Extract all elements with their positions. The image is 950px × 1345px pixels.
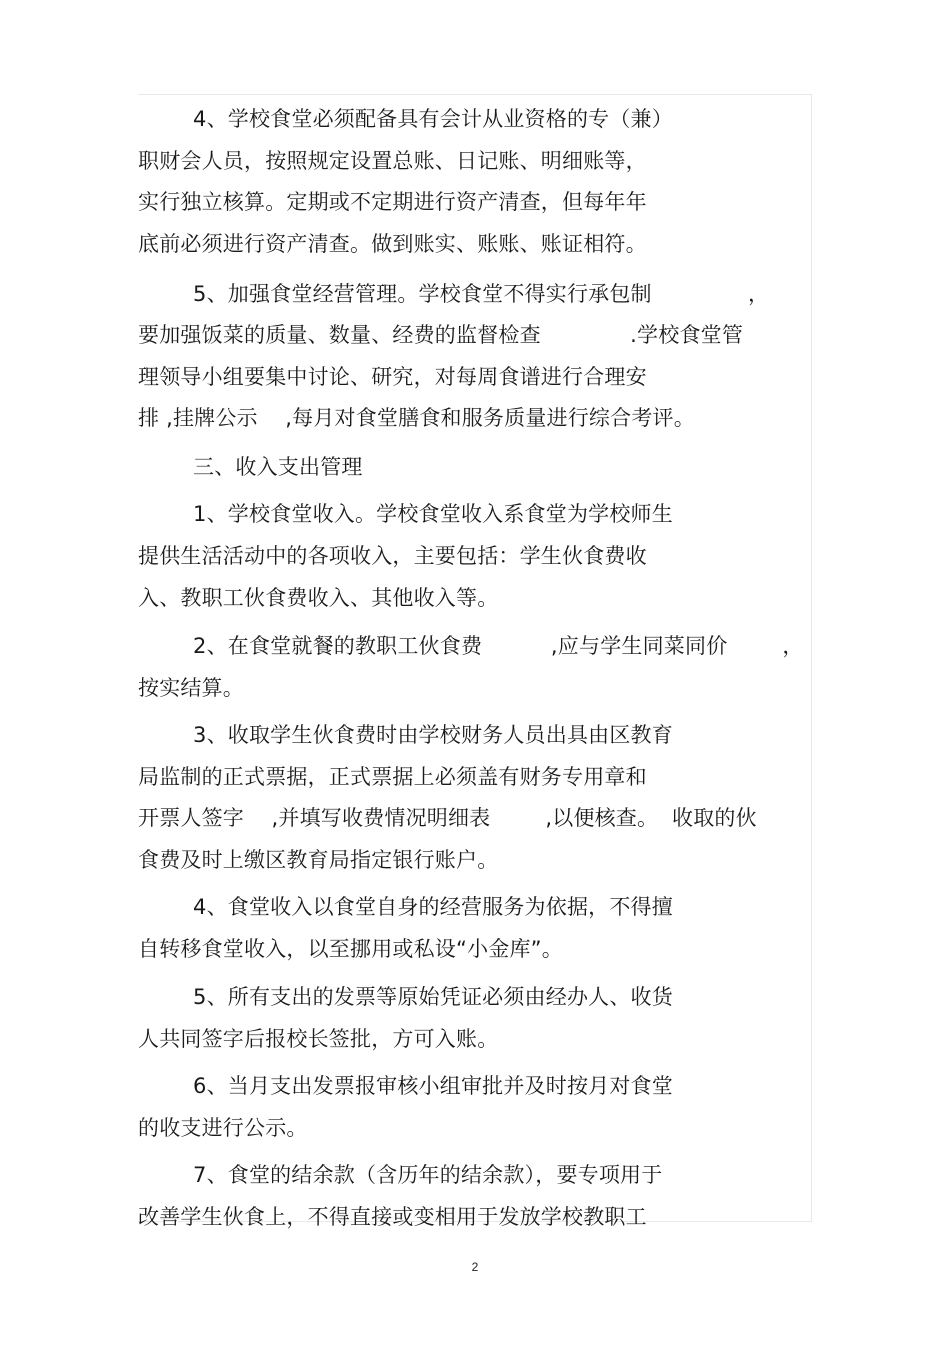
section-heading: 三、收入支出管理 (138, 455, 363, 479)
text-line: 局监制的正式票据，正式票据上必须盖有财务专用章和 (138, 765, 647, 789)
page-content-frame (138, 94, 812, 1229)
text-line: 排 ,挂牌公示 ,每月对食堂膳食和服务质量进行综合考评。 (138, 406, 695, 430)
text-line: 改善学生伙食上，不得直接或变相用于发放学校教职工 (138, 1205, 647, 1229)
text-line: 入、教职工伙食费收入、其他收入等。 (138, 586, 499, 610)
text-line: 职财会人员，按照规定设置总账、日记账、明细账等， (138, 149, 647, 173)
text-line: 理领导小组要集中讨论、研究，对每周食谱进行合理安 (138, 365, 647, 389)
text-line: 1、学校食堂收入。学校食堂收入系食堂为学校师生 (138, 502, 673, 526)
text-line: 提供生活活动中的各项收入，主要包括：学生伙食费收 (138, 544, 647, 568)
text-line: 食费及时上缴区教育局指定银行账户。 (138, 848, 499, 872)
text-line: 的收支进行公示。 (138, 1116, 308, 1140)
text-line: 按实结算。 (138, 676, 244, 700)
text-line: 要加强饭菜的质量、数量、经费的监督检查 .学校食堂管 (138, 323, 744, 347)
text-line: 开票人签字 ,并填写收费情况明细表 ,以便核查。 收取的伙 (138, 806, 757, 830)
text-line: 2、在食堂就餐的教职工伙食费 ,应与学生同菜同价 ， (138, 634, 804, 658)
text-line: 自转移食堂收入，以至挪用或私设“小金库”。 (138, 937, 563, 961)
text-line: 4、学校食堂必须配备具有会计从业资格的专（兼） (138, 107, 673, 131)
page-number: 2 (471, 1260, 479, 1274)
text-line: 实行独立核算。定期或不定期进行资产清查，但每年年 (138, 190, 647, 214)
text-line: 人共同签字后报校长签批，方可入账。 (138, 1027, 499, 1051)
text-line: 5、加强食堂经营管理。学校食堂不得实行承包制 ， (138, 282, 770, 306)
text-line: 7、食堂的结余款（含历年的结余款），要专项用于 (138, 1163, 663, 1187)
text-line: 6、当月支出发票报审核小组审批并及时按月对食堂 (138, 1074, 673, 1098)
text-line: 5、所有支出的发票等原始凭证必须由经办人、收货 (138, 985, 673, 1009)
text-line: 4、食堂收入以食堂自身的经营服务为依据，不得擅 (138, 895, 673, 919)
text-line: 底前必须进行资产清查。做到账实、账账、账证相符。 (138, 232, 647, 256)
text-line: 3、收取学生伙食费时由学校财务人员出具由区教育 (138, 723, 673, 747)
